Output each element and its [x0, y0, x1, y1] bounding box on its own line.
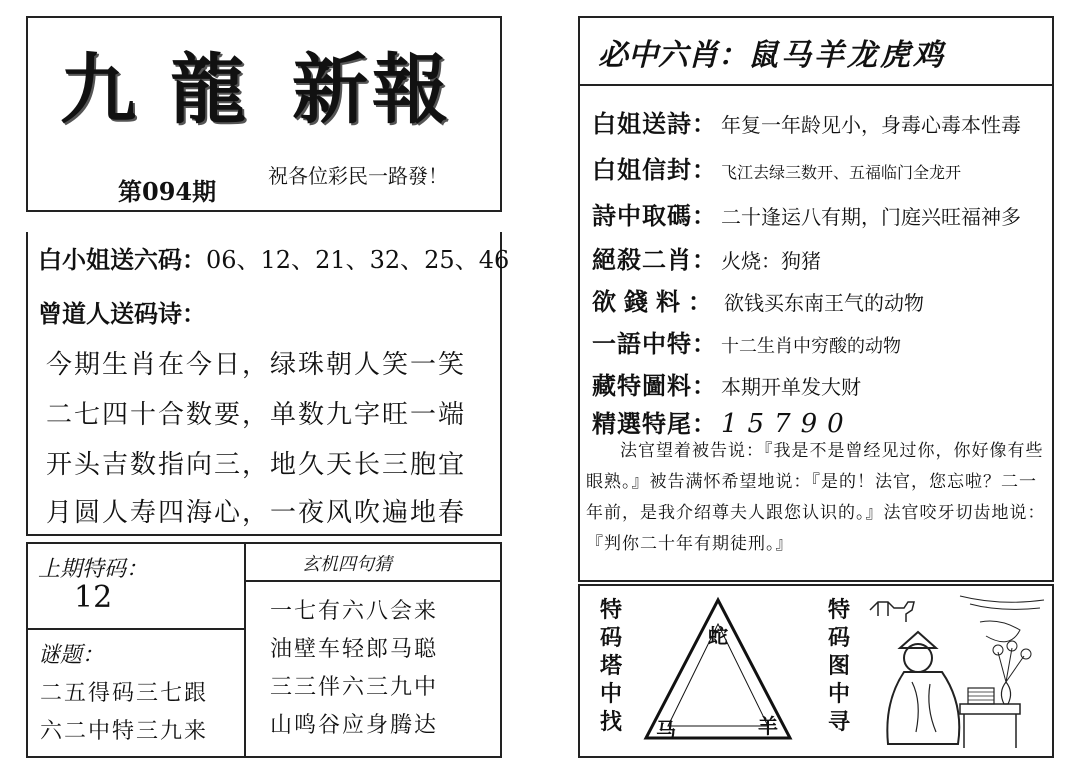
row-kill-zodiac [592, 240, 821, 275]
six-zodiac-line [598, 30, 946, 74]
tower-left-label: 马 [656, 718, 676, 742]
caption-char: 码 [827, 625, 850, 651]
picture-caption [826, 596, 852, 736]
mystery-line-1: 一七有六八会来 [270, 599, 439, 624]
last-special-label: 上期特码： [38, 557, 149, 582]
six-zodiac-value: 鼠马羊龙虎鸡 [748, 38, 946, 73]
row-tail-numbers [592, 404, 854, 439]
row-value: 本期开单发大财 [721, 375, 861, 399]
six-codes-label: 白小姐送六码： [38, 245, 206, 274]
caption-char: 找 [599, 709, 622, 735]
caption-char: 塔 [599, 653, 622, 679]
row-hidden-picture [592, 366, 861, 401]
mystery-line-3: 三三伴六三九中 [270, 675, 439, 700]
caption-char: 中 [827, 681, 850, 707]
row-label: 白姐送詩： [592, 109, 717, 138]
judge-story: 法官望着被告说：『我是不是曾经见过你，你好像有些眼熟。』被告满怀希望地说：『是的！法官，您忘啦？二一年前，是我介绍尊夫人跟您认识的。』法官咬牙切齿地说：『判你二十年有期徒刑。』 [586, 441, 1046, 554]
caption-char: 图 [827, 653, 850, 679]
row-one-phrase [592, 324, 901, 359]
scholar-illustration [860, 592, 1046, 752]
title-underline [578, 84, 1054, 86]
row-value: 欲钱买东南王气的动物 [724, 291, 924, 315]
tower-top-label: 蛇 [708, 624, 728, 648]
greeting: 祝各位彩民一路發！ [268, 164, 448, 188]
grid-divider-vertical [244, 542, 246, 758]
issue-number: 第094期 [118, 177, 217, 206]
row-value: 年复一年龄见小，身毒心毒本性毒 [721, 113, 1021, 137]
caption-char: 特 [599, 597, 622, 623]
row-value: 15790 [721, 409, 854, 439]
row-label: 精選特尾： [592, 409, 717, 438]
tower-caption [598, 596, 624, 736]
masthead-title-char-2: 龍 [170, 45, 246, 134]
masthead-title-char-1: 九 [60, 45, 136, 134]
tower-right-label: 羊 [758, 714, 778, 738]
last-special-value: 12 [74, 580, 113, 615]
grid-divider-right-horizontal [244, 580, 502, 582]
left-main-box [26, 232, 502, 536]
row-white-letter [592, 150, 961, 185]
masthead-title-char-3: 新 [292, 45, 368, 134]
row-value: 十二生肖中穷酸的动物 [721, 336, 901, 357]
poem-line-1: 今期生肖在今日，绿珠朝人笑一笑 [46, 350, 467, 380]
row-white-poem [592, 104, 1021, 139]
riddle-label: 谜题： [38, 643, 105, 668]
mystery-title: 玄机四句猜 [302, 554, 392, 575]
caption-char: 寻 [827, 709, 850, 735]
mystery-line-2: 油壁车轻郎马聪 [270, 637, 439, 662]
poem-line-3: 开头吉数指向三，地久天长三胞宜 [46, 450, 467, 480]
row-value: 火烧：狗猪 [721, 249, 821, 273]
caption-char: 特 [827, 597, 850, 623]
riddle-line-1: 二五得码三七跟 [40, 681, 209, 706]
masthead-title-char-4: 報 [372, 45, 448, 134]
six-codes-value: 06、12、21、32、25、46 [206, 246, 510, 274]
row-label: 白姐信封： [592, 155, 717, 184]
row-money-clue [592, 282, 924, 317]
row-value: 飞江去绿三数开、五福临门全龙开 [721, 163, 962, 182]
row-label: 詩中取碼： [592, 201, 717, 230]
caption-char: 中 [599, 681, 622, 707]
row-poem-code [592, 196, 1021, 231]
row-label: 絕殺二肖： [592, 245, 717, 274]
poem-line-4: 月圆人寿四海心，一夜风吹遍地春 [46, 498, 467, 528]
caption-char: 码 [599, 625, 622, 651]
poem-title: 曾道人送码诗： [38, 299, 206, 328]
row-label: 一語中特： [592, 329, 717, 358]
six-codes-line [38, 240, 509, 275]
row-label: 藏特圖料： [592, 371, 717, 400]
mystery-line-4: 山鸣谷应身腾达 [270, 713, 439, 738]
grid-divider-left-horizontal [26, 628, 246, 630]
riddle-line-2: 六二中特三九来 [40, 719, 209, 744]
row-value: 二十逢运八有期，门庭兴旺福神多 [721, 205, 1021, 229]
six-zodiac-label: 必中六肖： [598, 38, 748, 73]
poem-line-2: 二七四十合数要，单数九字旺一端 [46, 400, 467, 430]
row-label: 欲錢料： [592, 287, 720, 316]
